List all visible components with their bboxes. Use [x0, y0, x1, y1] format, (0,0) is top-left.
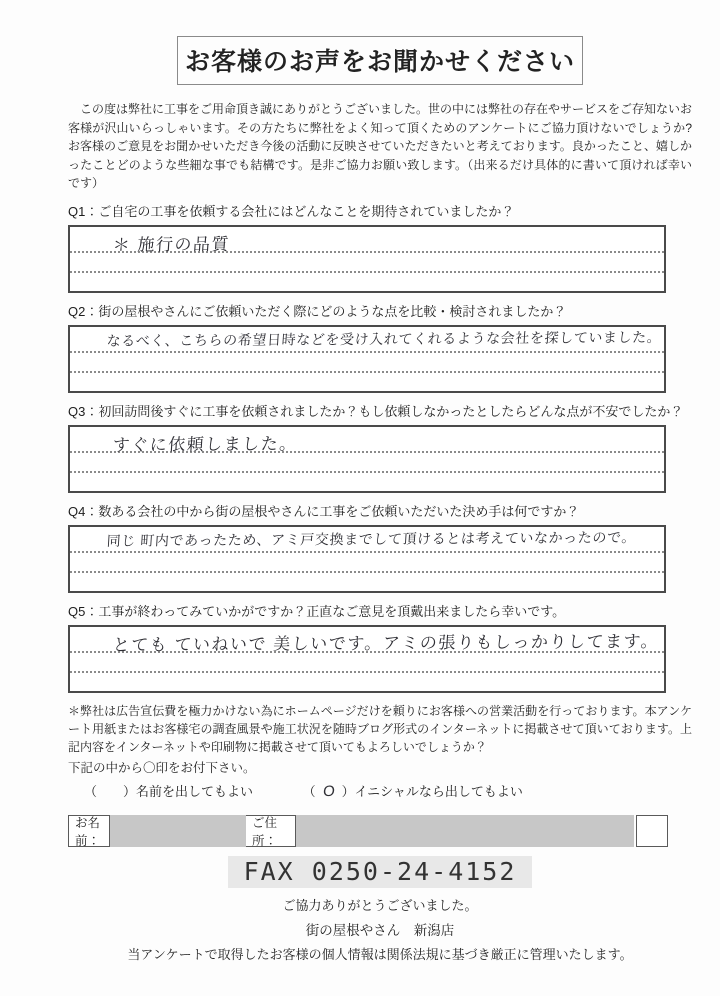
privacy-notice: 当アンケートで取得したお客様の個人情報は関係法規に基づき厳正に管理いたします。 — [127, 946, 633, 962]
fax-line-wrap — [68, 856, 692, 888]
question-5 — [68, 603, 692, 693]
intro-paragraph: この度は弊社に工事をご用命頂き誠にありがとうございました。世の中には弊社の存在やサービスをご存知ないお客様が沢山いらっしゃいます。その方たちに弊社をよく知って頂くためのアンケートにご協力頂けないでしょうか?お客様のご意見をお聞かせいただき今後の活動に反映させていただきたいと考えております。良かったこと、嬉しかったことどのような些細な事でも結構です。是非ご協力お願い致します。（出来るだけ具体的に書いて頂ければ幸いです） — [68, 102, 693, 190]
option-initial-handwritten-mark[interactable]: O — [321, 782, 336, 800]
question-4 — [68, 503, 692, 593]
q5-answer-box[interactable] — [68, 625, 666, 693]
page-title-text: お客様のお声をお聞かせください — [184, 48, 575, 76]
q4-answer-line-2 — [70, 551, 664, 571]
consent-note: ＊弊社は広告宣伝費を極力かけない為にホームページだけを頼りにお客様への営業活動を行っております。本アンケート用紙またはお客様宅の調査風景や施工状況を随時ブログ形式のインターネットに掲載させて頂いております。上記内容をインターネットや印刷物に掲載させて頂いてもよろしいでしょうか？ — [68, 703, 692, 754]
company-name: 街の屋根やさん 新潟店 — [305, 922, 455, 938]
q1-answer-line-3 — [70, 271, 664, 291]
contact-row-end-cell — [636, 815, 668, 847]
name-field-redacted[interactable] — [110, 815, 246, 847]
consent-instruction: 下記の中から〇印をお付下さい。 — [68, 760, 256, 775]
q1-answer-line-1 — [70, 227, 664, 255]
name-label: お名前： — [68, 815, 110, 847]
q4-answer-line-3 — [70, 571, 664, 591]
q1-label: Q1：ご自宅の工事を依頼する会社にはどんなことを期待されていましたか？ — [68, 203, 515, 219]
q4-handwritten-answer: 同じ 町内であったため、アミ戸交換までして頂けるとは考えていなかったので。 — [106, 528, 637, 549]
q4-label: Q4：数ある会社の中から街の屋根やさんに工事をご依頼いただいた決め手は何ですか？ — [68, 503, 580, 519]
question-1 — [68, 203, 692, 293]
option-name-open-paren: （ — [84, 783, 98, 799]
address-label: ご住所： — [246, 815, 296, 847]
q5-answer-line-1 — [70, 627, 664, 655]
option-initial-open-paren: （ — [302, 783, 316, 799]
q2-answer-line-1 — [70, 327, 664, 351]
contact-row — [68, 815, 668, 847]
question-3 — [68, 403, 692, 493]
q2-answer-box[interactable] — [68, 325, 666, 393]
q3-label: Q3：初回訪問後すぐに工事を依頼されましたか？もし依頼しなかったとしたらどんな点が不安でしたか？ — [68, 403, 684, 419]
question-2 — [68, 303, 692, 393]
consent-options — [84, 781, 692, 800]
q2-label: Q2：街の屋根やさんにご依頼いただく際にどのような点を比較・検討されましたか？ — [68, 303, 567, 319]
q3-answer-box[interactable] — [68, 425, 666, 493]
q5-label: Q5：工事が終わってみていかがですか？正直なご意見を頂戴出来ましたら幸いです。 — [68, 603, 566, 619]
option-name-label: ）名前を出してもよい — [123, 783, 254, 799]
q3-answer-line-3 — [70, 471, 664, 491]
q5-handwritten-answer: とても ていねいで 美しいです。アミの張りもしっかりしてます。 — [112, 631, 660, 655]
q4-answer-box[interactable] — [68, 525, 666, 593]
page-title — [177, 36, 583, 85]
fax-number: FAX 0250-24-4152 — [228, 856, 533, 888]
q2-handwritten-answer: なるべく、こちらの希望日時などを受け入れてくれるような会社を探していました。 — [106, 328, 662, 349]
survey-document — [0, 36, 720, 996]
q5-answer-line-3 — [70, 671, 664, 691]
q2-answer-line-2 — [70, 351, 664, 371]
q3-answer-line-1 — [70, 427, 664, 455]
q3-handwritten-answer: すぐに依頼しました。 — [112, 433, 299, 455]
thanks-line: ご協力ありがとうございました。 — [282, 897, 478, 913]
option-show-initial[interactable] — [303, 784, 523, 799]
q1-answer-box[interactable] — [68, 225, 666, 293]
address-field-redacted[interactable] — [296, 815, 634, 847]
option-show-name[interactable] — [84, 784, 257, 799]
q2-answer-line-3 — [70, 371, 664, 391]
q4-answer-line-1 — [70, 527, 664, 551]
option-initial-label: ）イニシャルなら出してもよい — [341, 783, 523, 799]
q1-handwritten-answer: ＊ 施行の品質 — [112, 234, 231, 255]
